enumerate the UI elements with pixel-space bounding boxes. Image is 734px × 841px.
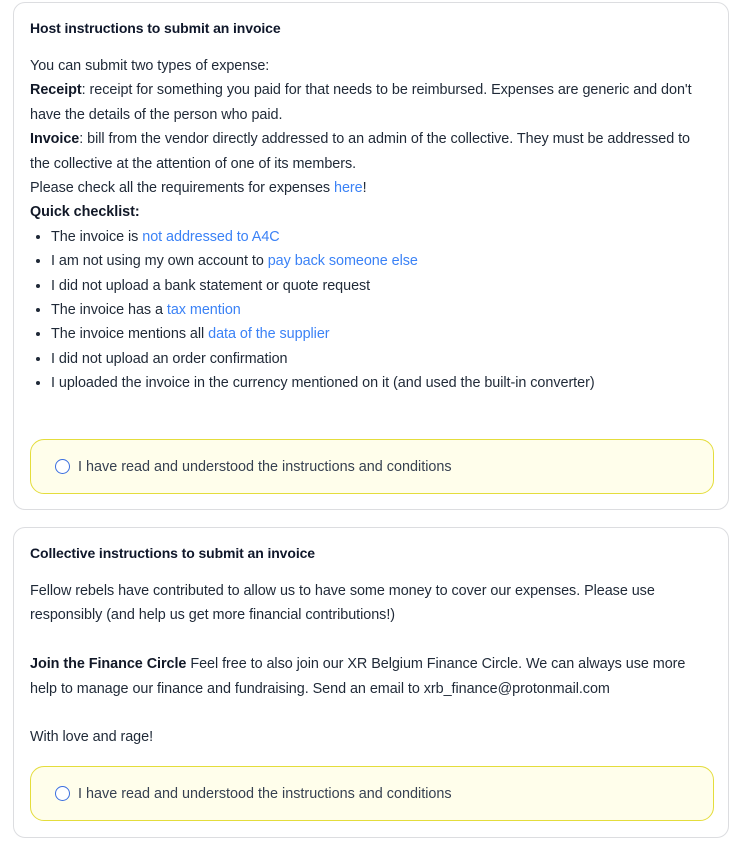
collective-instructions-title: Collective instructions to submit an invoice — [30, 545, 315, 561]
checklist-item-text: I uploaded the invoice in the currency mentioned on it (and used the built-in converter) — [51, 375, 595, 392]
host-acknowledgement[interactable] — [30, 439, 714, 494]
checklist-item — [51, 225, 712, 249]
checklist-item-text: I did not upload a bank statement or quote request — [51, 277, 371, 294]
checklist-item-text: I did not upload an order confirmation — [51, 350, 288, 367]
receipt-text: : receipt for something you paid for that needs to be reimbursed. Expenses are generic and don't have the details of the person who paid. — [30, 82, 692, 123]
closing-text: With love and rage! — [30, 729, 154, 746]
invoice-description — [30, 127, 712, 176]
checklist-item — [51, 274, 712, 298]
host-acknowledgement-checkbox[interactable] — [55, 459, 70, 474]
finance-circle-label: Join the Finance Circle — [30, 656, 187, 673]
requirements-prefix: Please check all the requirements for expenses — [30, 180, 335, 197]
checklist-item-link[interactable]: tax mention — [166, 302, 241, 319]
collective-acknowledgement[interactable] — [30, 766, 714, 821]
receipt-label: Receipt — [30, 82, 82, 99]
checklist-item — [51, 249, 712, 273]
finance-circle-paragraph — [30, 652, 712, 701]
invoice-text: : bill from the vendor directly addressed to an admin of the collective. They must be addressed to the collective at the attention of one of its members. — [30, 131, 691, 172]
collective-instructions-card — [13, 527, 729, 838]
collective-paragraph: Fellow rebels have contributed to allow us to have some money to cover our expenses. Please use responsibly (and help us get more financial contributions!) — [30, 583, 655, 624]
requirements-text — [30, 176, 712, 200]
checklist-item — [51, 371, 712, 395]
collective-instructions-body — [30, 579, 712, 750]
host-instructions-body — [30, 54, 712, 396]
finance-circle-text: Feel free to also join our XR Belgium Finance Circle. We can always use more help to manage our finance and fundraising. Send an email to xrb_finance@protonmail.com — [30, 656, 686, 697]
receipt-description — [30, 78, 712, 127]
requirements-link[interactable]: here — [334, 180, 363, 197]
checklist-item — [51, 347, 712, 371]
quick-checklist — [30, 225, 712, 396]
checklist-item — [51, 322, 712, 346]
checklist-title: Quick checklist: — [30, 204, 140, 221]
checklist-item-text: The invoice is — [51, 228, 143, 245]
checklist-item-link[interactable]: pay back someone else — [267, 253, 418, 270]
checklist-item-link[interactable]: data of the supplier — [208, 326, 330, 343]
intro-text: You can submit two types of expense: — [30, 58, 270, 74]
host-instructions-title: Host instructions to submit an invoice — [30, 20, 281, 36]
requirements-suffix: ! — [362, 180, 367, 197]
host-instructions-card — [13, 2, 729, 510]
host-acknowledgement-label[interactable]: I have read and understood the instructions and conditions — [78, 458, 452, 475]
checklist-item-text: The invoice has a — [51, 302, 167, 319]
checklist-item-text: I am not using my own account to — [51, 253, 268, 270]
collective-acknowledgement-label[interactable]: I have read and understood the instructions and conditions — [78, 785, 452, 802]
checklist-item-text: The invoice mentions all — [51, 326, 209, 343]
checklist-item-link[interactable]: not addressed to A4C — [142, 228, 280, 245]
checklist-item — [51, 298, 712, 322]
invoice-label: Invoice — [30, 131, 80, 148]
collective-acknowledgement-checkbox[interactable] — [55, 786, 70, 801]
